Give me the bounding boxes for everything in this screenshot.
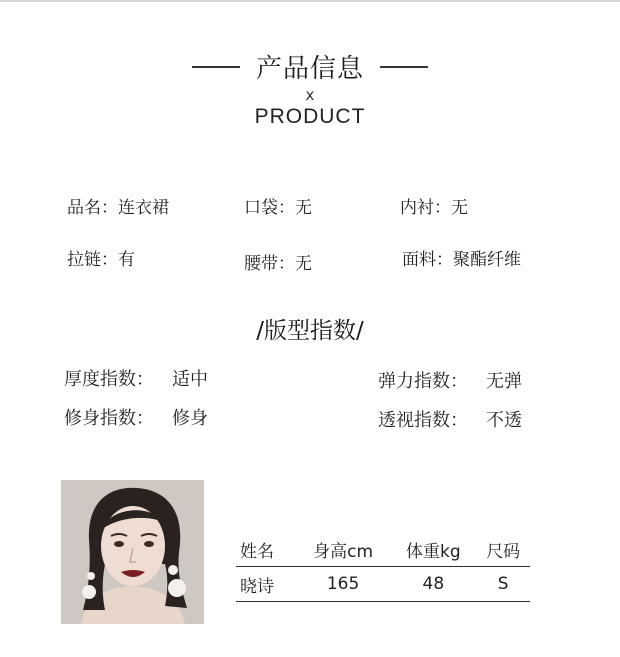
cell-name: 晓诗 [236,567,296,602]
info-pocket [244,193,312,218]
info-value: 连衣裙 [118,198,169,218]
model-photo [61,480,204,624]
info-zipper [67,245,135,270]
info-lining [400,193,468,218]
info-belt [244,249,312,274]
column-header-name: 姓名 [236,532,296,567]
fit-value: 无弹 [486,371,522,392]
column-header-size: 尺码 [476,532,530,567]
info-value: 聚酯纤维 [453,250,521,270]
model-size-table [236,532,530,602]
table-row [236,567,530,602]
fit-thickness [64,365,208,391]
info-label: 内衬： [400,198,451,218]
column-header-height: 身高cm [296,532,390,567]
info-value: 有 [118,250,135,270]
fit-value: 不透 [486,410,522,431]
info-label: 拉链： [67,250,118,270]
info-label: 腰带： [244,254,295,274]
info-value: 无 [295,198,312,218]
page-title: 产品信息 [255,54,364,84]
table-header-row [236,532,530,567]
fit-transparency [378,406,522,432]
title-line-left [192,66,240,68]
fit-section-title: /版型指数/ [256,318,364,344]
fit-label: 透视指数： [378,410,468,431]
top-divider [0,0,620,2]
title-separator: x [305,86,315,104]
fit-label: 弹力指数： [378,371,468,392]
info-fabric [402,245,521,270]
column-header-weight: 体重kg [390,532,476,567]
cell-height: 165 [296,567,390,602]
info-value: 无 [295,254,312,274]
fit-label: 修身指数： [64,408,154,429]
fit-label: 厚度指数： [64,369,154,390]
info-value: 无 [451,198,468,218]
info-label: 品名： [67,198,118,218]
info-label: 面料： [402,250,453,270]
info-label: 口袋： [244,198,295,218]
fit-value: 修身 [172,408,208,429]
model-portrait-image [61,480,204,624]
fit-elasticity [378,367,522,393]
fit-slimness [64,404,208,430]
info-product-name [67,193,169,218]
cell-weight: 48 [390,567,476,602]
cell-size: S [476,567,530,602]
title-line-right [380,66,428,68]
product-info-header [0,48,620,129]
fit-value: 适中 [172,369,208,390]
page-subtitle: PRODUCT [254,105,366,128]
